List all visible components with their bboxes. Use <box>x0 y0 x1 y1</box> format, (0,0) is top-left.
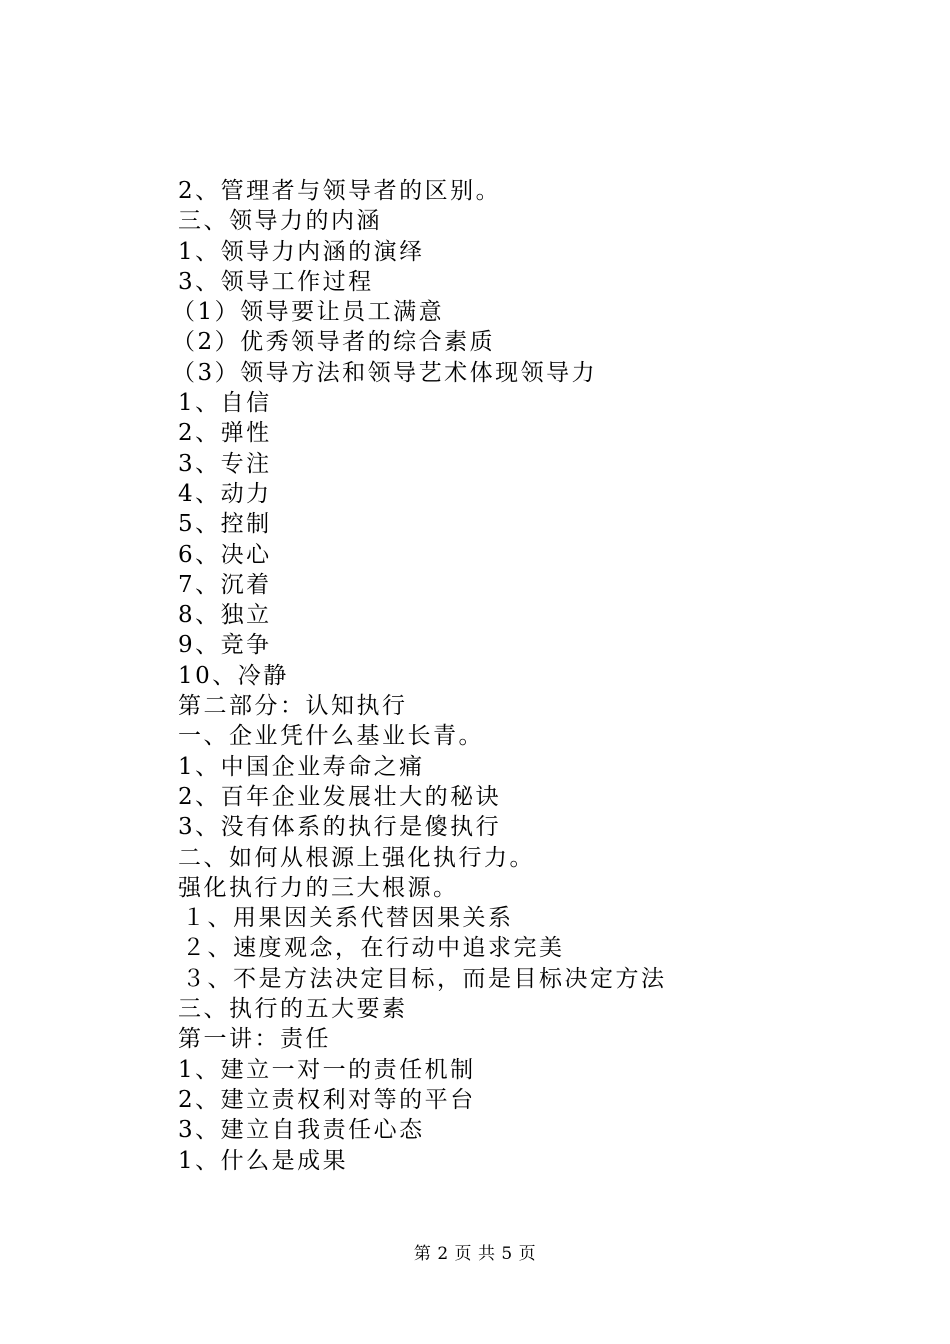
section-heading: 二、如何从根源上强化执行力。 <box>178 844 535 871</box>
text-line: 1、建立一对一的责任机制 <box>178 1056 476 1083</box>
text-line: 2、管理者与领导者的区别。 <box>178 178 502 204</box>
list-item: 6、决心 <box>178 541 272 568</box>
text-line: （3）领导方法和领导艺术体现领导力 <box>172 359 598 386</box>
text-line: 3、没有体系的执行是傻执行 <box>178 814 502 841</box>
section-heading: 三、领导力的内涵 <box>178 208 382 235</box>
list-item: 7、沉着 <box>178 571 272 598</box>
text-line: 1、领导力内涵的演绎 <box>178 238 425 265</box>
text-line: 3、领导工作过程 <box>178 268 374 295</box>
page-number-footer: 第 2 页 共 5 页 <box>413 1244 537 1264</box>
list-item: 8、独立 <box>178 602 272 629</box>
text-line: （2）优秀领导者的综合素质 <box>172 329 496 356</box>
lecture-heading: 第一讲：责任 <box>178 1026 331 1053</box>
text-line: 强化执行力的三大根源。 <box>178 874 459 901</box>
text-line: （1）领导要让员工满意 <box>172 299 445 326</box>
text-line: 2、建立责权利对等的平台 <box>178 1086 476 1113</box>
section-heading: 一、企业凭什么基业长青。 <box>178 723 484 750</box>
list-item: 5、控制 <box>178 511 272 538</box>
text-line: 1、中国企业寿命之痛 <box>178 753 425 780</box>
list-item: 9、竞争 <box>178 632 272 659</box>
part-heading: 第二部分：认知执行 <box>178 693 408 720</box>
list-item: 2、弹性 <box>178 420 272 447</box>
list-item: 1、自信 <box>178 390 272 417</box>
text-line: 2、百年企业发展壮大的秘诀 <box>178 783 502 810</box>
section-heading: 三、执行的五大要素 <box>178 996 408 1023</box>
text-line: 3、建立自我责任心态 <box>178 1117 425 1144</box>
text-line: 1、什么是成果 <box>178 1147 349 1174</box>
document-body <box>172 176 798 1176</box>
list-item: 10、冷静 <box>178 662 289 689</box>
list-item: 3、专注 <box>178 450 272 477</box>
text-line: ２、速度观念，在行动中追求完美 <box>182 935 565 962</box>
text-line: ３、不是方法决定目标，而是目标决定方法 <box>182 965 667 992</box>
list-item: 4、动力 <box>178 480 272 507</box>
text-line: １、用果因关系代替因果关系 <box>182 905 514 932</box>
